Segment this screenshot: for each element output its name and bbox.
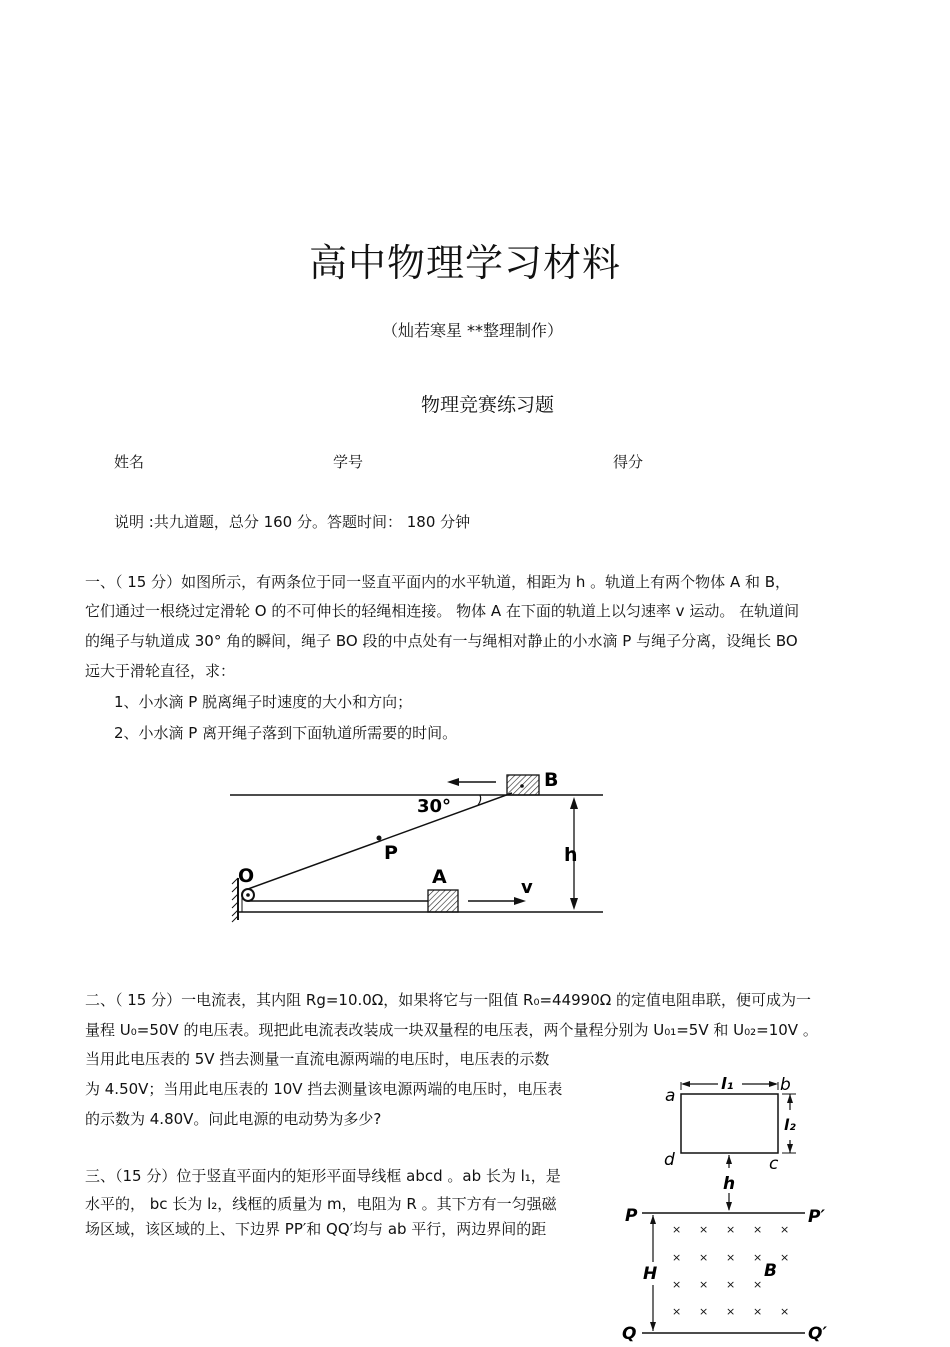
q1-sub-question: 1、小水滴 P 脱离绳子时速度的大小和方向； <box>114 693 413 711</box>
field-cross-icon: × <box>780 1305 790 1318</box>
field-cross-icon: × <box>753 1305 763 1318</box>
label-a: a <box>665 1086 676 1106</box>
label-p-prime: P′ <box>808 1207 825 1227</box>
q2-line: 量程 U₀=50V 的电压表。现把此电流表改装成一块双量程的电压表，两个量程分别为 U₀₁=5V 和 U₀₂=10V 。 <box>85 1021 818 1039</box>
field-cross-icon: × <box>672 1251 682 1264</box>
field-name-label: 姓名 <box>114 453 145 471</box>
angle-label: 30° <box>417 796 452 817</box>
label-p: P <box>384 842 398 864</box>
field-cross-icon: × <box>699 1223 709 1236</box>
label-l1: l₁ <box>721 1074 734 1093</box>
field-score-label: 得分 <box>613 453 644 471</box>
document-subtitle: （灿若寒星 **整理制作） <box>381 321 564 340</box>
q3-line: 场区域，该区域的上、下边界 PP′和 QQ′均与 ab 平行，两边界间的距 <box>85 1220 547 1238</box>
wire-frame <box>681 1094 778 1153</box>
q1-sub-question: 2、小水滴 P 离开绳子落到下面轨道所需要的时间。 <box>114 724 458 742</box>
label-h: h <box>723 1174 736 1194</box>
label-c: c <box>769 1154 779 1174</box>
label-a: A <box>432 866 447 888</box>
field-cross-icon: × <box>699 1305 709 1318</box>
field-cross-icon: × <box>726 1278 736 1291</box>
q2-line: 二、（ 15 分）一电流表，其内阻 Rg=10.0Ω，如果将它与一阻值 R₀=44990Ω 的定值电阻串联，便可成为一 <box>85 991 811 1009</box>
q2-line: 当用此电压表的 5V 挡去测量一直流电源两端的电压时，电压表的示数 <box>85 1050 550 1068</box>
field-cross-icon: × <box>726 1223 736 1236</box>
label-v: v <box>521 877 533 898</box>
field-cross-icon: × <box>753 1223 763 1236</box>
label-o: O <box>238 865 255 887</box>
field-cross-icon: × <box>672 1223 682 1236</box>
instructions: 说明 :共九道题，总分 160 分。答题时间： 180 分钟 <box>114 513 471 531</box>
q3-line: 三、（15 分）位于竖直平面内的矩形平面导线框 abcd 。ab 长为 l₁，是 <box>85 1167 561 1185</box>
q2-line: 的示数为 4.80V。问此电源的电动势为多少? <box>85 1110 382 1128</box>
label-d: d <box>664 1150 675 1170</box>
label-l2: l₂ <box>784 1116 796 1134</box>
field-cross-icon: × <box>726 1305 736 1318</box>
label-q-prime: Q′ <box>808 1324 827 1344</box>
q1-line: 的绳子与轨道成 30° 角的瞬间，绳子 BO 段的中点处有一与绳相对静止的小水滴 P 与绳子分离，设绳长 BO <box>85 632 798 650</box>
q1-line: 远大于滑轮直径，求： <box>85 662 236 680</box>
field-cross-icon: × <box>672 1278 682 1291</box>
field-cross-icon: × <box>726 1251 736 1264</box>
q3-line: 水平的， bc 长为 l₂，线框的质量为 m，电阻为 R 。其下方有一匀强磁 <box>85 1195 557 1213</box>
field-cross-icon: × <box>780 1223 790 1236</box>
field-cross-icon: × <box>780 1251 790 1264</box>
label-b: b <box>780 1075 791 1095</box>
label-big-h: H <box>643 1264 658 1284</box>
field-cross-icon: × <box>699 1251 709 1264</box>
exam-title: 物理竞赛练习题 <box>420 394 554 416</box>
field-cross-icon: × <box>753 1251 763 1264</box>
document-title: 高中物理学习材料 <box>308 241 621 285</box>
label-field-b: B <box>764 1261 777 1281</box>
field-id-label: 学号 <box>333 453 364 471</box>
label-b: B <box>544 769 559 791</box>
label-h: h <box>564 844 578 866</box>
q1-line: 它们通过一根绕过定滑轮 O 的不可伸长的轻绳相连接。 物体 A 在下面的轨道上以匀速率 v 运动。 在轨道间 <box>85 602 800 620</box>
label-q: Q <box>622 1324 637 1344</box>
field-cross-icon: × <box>699 1278 709 1291</box>
q2-line: 为 4.50V；当用此电压表的 10V 挡去测量该电源两端的电压时，电压表 <box>85 1080 563 1098</box>
q1-line: 一、（ 15 分）如图所示，有两条位于同一竖直平面内的水平轨道，相距为 h 。轨道上有两个物体 A 和 B， <box>85 573 791 591</box>
field-cross-icon: × <box>753 1278 763 1291</box>
field-cross-icon: × <box>672 1305 682 1318</box>
label-p: P <box>625 1206 638 1226</box>
